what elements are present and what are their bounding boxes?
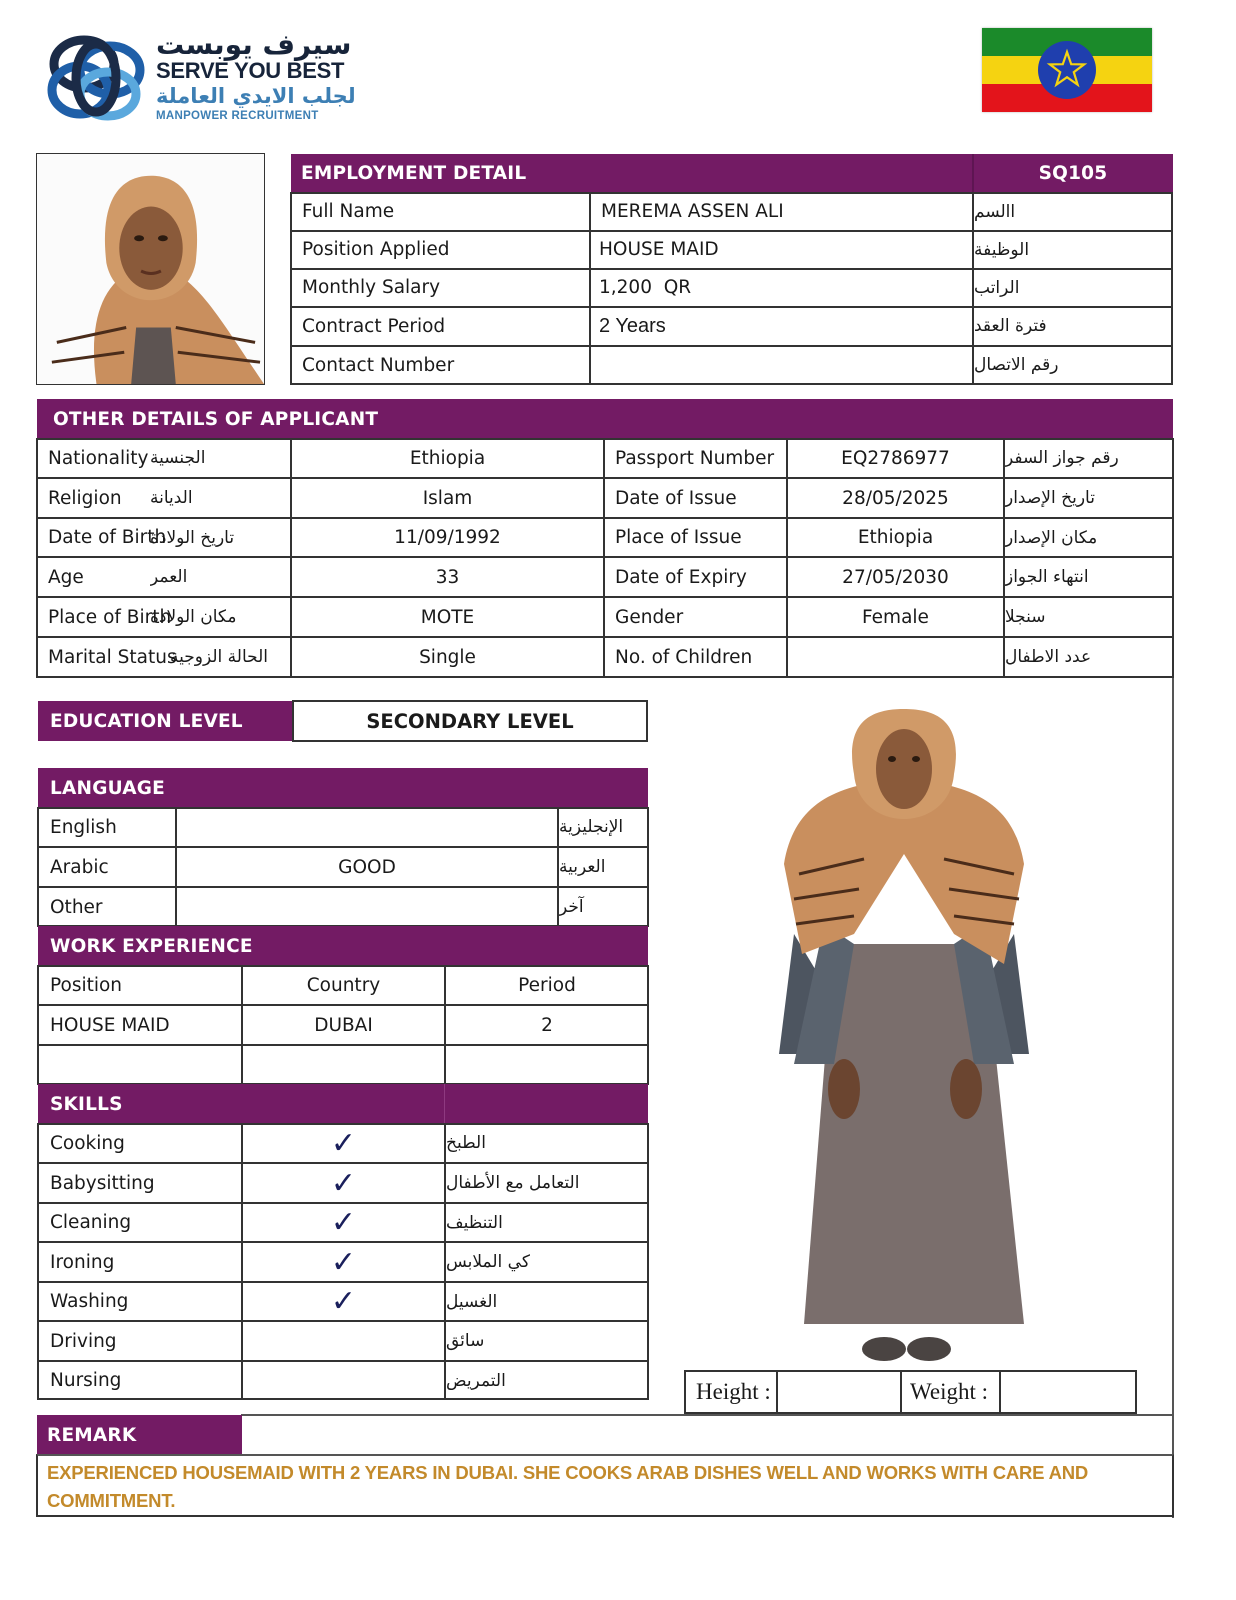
full-body-image bbox=[684, 684, 1170, 1370]
passport-number-label: Passport Number bbox=[615, 447, 775, 469]
reference-code: SQ105 bbox=[1038, 163, 1108, 184]
children-value bbox=[788, 638, 1003, 676]
logo-english-name: SERVE YOU BEST bbox=[156, 58, 345, 83]
nationality-label: Nationality bbox=[48, 447, 149, 469]
checkmark-icon: ✓ bbox=[330, 1205, 357, 1240]
children-label-ar: عدد الاطفال bbox=[1005, 647, 1092, 667]
date-of-expiry-label: Date of Expiry bbox=[615, 566, 747, 588]
monthly-salary-value: 1,200 QR bbox=[599, 277, 692, 298]
date-of-issue-label-ar: تاريخ الإصدار bbox=[1005, 488, 1095, 508]
age-label: Age bbox=[48, 566, 84, 588]
skill-nursing-mark bbox=[243, 1362, 444, 1399]
skill-ironing-label-ar: كي الملابس bbox=[446, 1252, 530, 1272]
skill-cooking-label: Cooking bbox=[50, 1132, 125, 1154]
weight-label: Weight : bbox=[910, 1379, 988, 1404]
religion-label-ar: الديانة bbox=[150, 488, 193, 508]
logo-english-tagline: MANPOWER RECRUITMENT bbox=[156, 110, 319, 122]
remark-top-border bbox=[241, 1414, 1174, 1416]
skill-cleaning-label-ar: التنظيف bbox=[446, 1212, 503, 1233]
work-row-position bbox=[40, 1046, 240, 1084]
passport-number-label-ar: رقم جواز السفر bbox=[1005, 448, 1119, 468]
passport-number-value: EQ2786977 bbox=[841, 447, 950, 469]
gender-label: Gender bbox=[615, 606, 684, 628]
contact-number-value bbox=[591, 346, 971, 384]
age-label-ar: العمر bbox=[150, 567, 188, 587]
language-other-label: Other bbox=[50, 896, 103, 918]
language-other-value bbox=[177, 888, 557, 926]
work-row-period bbox=[446, 1046, 648, 1084]
date-of-birth-value: 11/09/1992 bbox=[394, 527, 501, 548]
date-of-issue-label: Date of Issue bbox=[615, 487, 737, 509]
company-logo bbox=[44, 28, 374, 128]
place-of-issue-label: Place of Issue bbox=[615, 527, 742, 548]
place-of-issue-value: Ethiopia bbox=[857, 527, 934, 548]
skill-nursing-label-ar: التمريض bbox=[446, 1370, 506, 1391]
full-name-label: Full Name bbox=[302, 201, 395, 222]
remark-text: EXPERIENCED HOUSEMAID WITH 2 YEARS IN DUBAI. SHE COOKS ARAB DISHES WELL AND WORKS WITH CARE AND COMMITMENT. bbox=[47, 1462, 1089, 1511]
work-experience-title: WORK EXPERIENCE bbox=[50, 935, 253, 957]
star-icon bbox=[1045, 48, 1089, 92]
place-of-birth-value: MOTE bbox=[420, 606, 475, 628]
skill-nursing-label: Nursing bbox=[50, 1370, 122, 1391]
language-english-label-ar: الإنجليزية bbox=[559, 817, 624, 837]
skills-title: SKILLS bbox=[50, 1093, 123, 1115]
language-title: LANGUAGE bbox=[50, 777, 165, 799]
full-name-label-ar: االسم bbox=[974, 201, 1016, 222]
flag-emblem bbox=[1038, 41, 1096, 99]
ethiopia-flag bbox=[982, 28, 1152, 112]
education-level-title: EDUCATION LEVEL bbox=[50, 710, 243, 732]
contact-number-label: Contact Number bbox=[302, 354, 455, 376]
page-right-border bbox=[1172, 678, 1174, 1518]
skill-driving-label: Driving bbox=[50, 1330, 117, 1352]
education-level-value: SECONDARY LEVEL bbox=[366, 709, 574, 733]
knot-logo-icon bbox=[44, 30, 152, 126]
weight-value bbox=[1001, 1372, 1135, 1412]
marital-status-label: Marital Status bbox=[48, 646, 177, 668]
work-col-period: Period bbox=[518, 974, 576, 996]
headshot-image bbox=[37, 154, 264, 384]
other-details-title: OTHER DETAILS OF APPLICANT bbox=[53, 408, 379, 430]
height-label: Height : bbox=[696, 1379, 771, 1404]
full-name-value: MEREMA ASSEN ALI bbox=[601, 201, 784, 222]
contract-period-label-ar: فترة العقد bbox=[974, 316, 1047, 336]
checkmark-icon: ✓ bbox=[330, 1284, 357, 1319]
skill-ironing-label: Ironing bbox=[50, 1251, 115, 1273]
work-row-position: HOUSE MAID bbox=[50, 1014, 170, 1036]
header-divider bbox=[972, 154, 974, 193]
nationality-value: Ethiopia bbox=[409, 447, 486, 469]
contact-number-label-ar: رقم الاتصال bbox=[974, 355, 1059, 375]
applicant-headshot-photo bbox=[36, 153, 265, 385]
language-other-label-ar: آخر bbox=[559, 897, 584, 917]
date-of-birth-label: Date of Birth bbox=[48, 527, 167, 548]
checkmark-icon: ✓ bbox=[330, 1165, 357, 1201]
language-english-label: English bbox=[50, 816, 117, 838]
religion-label: Religion bbox=[48, 487, 122, 509]
place-of-issue-label-ar: مكان الإصدار bbox=[1005, 527, 1098, 548]
skill-washing-label-ar: الغسيل bbox=[446, 1291, 498, 1312]
skill-cooking-label-ar: الطبخ bbox=[446, 1133, 486, 1153]
applicant-full-body-photo bbox=[684, 684, 1170, 1370]
work-col-position: Position bbox=[50, 974, 123, 996]
employment-detail-title: EMPLOYMENT DETAIL bbox=[301, 163, 527, 184]
religion-value: Islam bbox=[422, 487, 473, 509]
marital-status-label-ar: الحالة الزوجية bbox=[170, 647, 268, 667]
contract-period-value: 2 Years bbox=[599, 314, 666, 337]
gender-label-ar: سنجلا bbox=[1005, 607, 1046, 627]
remark-title: REMARK bbox=[47, 1424, 137, 1446]
position-applied-label: Position Applied bbox=[302, 239, 450, 260]
age-value: 33 bbox=[435, 566, 460, 588]
checkmark-icon: ✓ bbox=[330, 1125, 357, 1161]
work-row-period: 2 bbox=[541, 1014, 553, 1036]
skill-cleaning-label: Cleaning bbox=[50, 1212, 132, 1233]
language-arabic-label: Arabic bbox=[50, 856, 109, 878]
logo-arabic-name: سيرف يوبست bbox=[156, 28, 352, 61]
logo-arabic-tagline: لجلب الايدي العاملة bbox=[156, 84, 356, 108]
language-arabic-label-ar: العربية bbox=[559, 857, 606, 877]
place-of-birth-label-ar: مكان الولادة bbox=[150, 607, 237, 627]
place-of-birth-label: Place of Birth bbox=[48, 606, 172, 628]
skill-driving-label-ar: سائق bbox=[446, 1331, 485, 1351]
contract-period-label: Contract Period bbox=[302, 315, 446, 337]
gender-value: Female bbox=[862, 606, 929, 628]
marital-status-value: Single bbox=[419, 646, 476, 668]
work-row-country bbox=[243, 1046, 444, 1084]
skill-driving-mark bbox=[243, 1322, 444, 1360]
monthly-salary-label: Monthly Salary bbox=[302, 277, 441, 298]
height-value bbox=[778, 1372, 900, 1412]
skill-babysitting-label: Babysitting bbox=[50, 1172, 155, 1194]
skill-washing-label: Washing bbox=[50, 1291, 129, 1312]
date-of-birth-label-ar: تاريخ الولادة bbox=[150, 527, 235, 548]
language-english-value bbox=[177, 808, 557, 846]
skill-babysitting-label-ar: التعامل مع الأطفال bbox=[446, 1173, 580, 1193]
position-applied-label-ar: الوظيفة bbox=[974, 239, 1030, 260]
date-of-issue-value: 28/05/2025 bbox=[842, 487, 949, 509]
position-applied-value: HOUSE MAID bbox=[599, 239, 719, 260]
checkmark-icon: ✓ bbox=[330, 1244, 357, 1280]
date-of-expiry-value: 27/05/2030 bbox=[842, 566, 949, 588]
work-col-country: Country bbox=[306, 974, 381, 996]
date-of-expiry-label-ar: انتهاء الجواز bbox=[1005, 567, 1089, 587]
children-label: No. of Children bbox=[615, 646, 753, 668]
nationality-label-ar: الجنسية bbox=[150, 448, 206, 468]
header-divider bbox=[444, 1084, 445, 1124]
language-arabic-value: GOOD bbox=[338, 856, 396, 878]
monthly-salary-label-ar: الراتب bbox=[974, 277, 1020, 298]
work-row-country: DUBAI bbox=[314, 1014, 373, 1036]
